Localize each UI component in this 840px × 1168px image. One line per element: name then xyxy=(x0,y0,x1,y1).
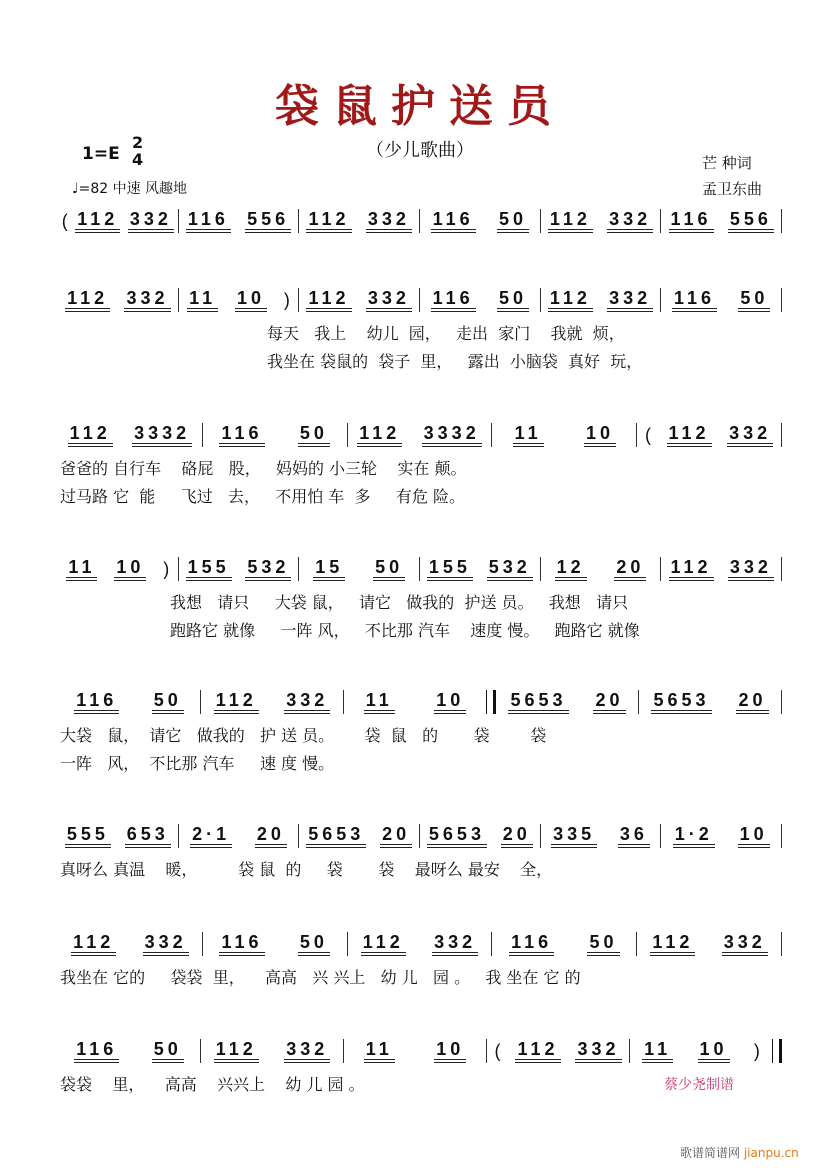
note-group: 332 xyxy=(143,932,189,956)
barline xyxy=(781,288,782,312)
watermark xyxy=(680,1144,799,1161)
notation-line xyxy=(58,689,782,715)
measure xyxy=(541,557,661,581)
note-group: 532 xyxy=(487,557,533,581)
measure xyxy=(179,288,299,312)
note-group: 116 xyxy=(219,423,264,447)
measure xyxy=(201,690,343,714)
measure xyxy=(492,932,636,956)
measure xyxy=(420,288,540,312)
note-group: 112 xyxy=(667,423,712,447)
note-group: 112 xyxy=(306,209,351,233)
note-group: 555 xyxy=(65,824,111,848)
measure xyxy=(58,932,202,956)
note-group: 112 xyxy=(650,932,695,956)
lyric-line: 我坐在 它的 袋袋 里， 高高 兴 兴上 幼 儿 园 。 我 坐在 它 的 xyxy=(60,968,581,987)
parenthesis: ) xyxy=(163,558,170,579)
note-group: 2·1 xyxy=(190,824,232,848)
note-group: 116 xyxy=(672,288,717,312)
note-group: 50 xyxy=(497,209,529,233)
note-group: 50 xyxy=(152,1039,184,1063)
measure xyxy=(203,932,347,956)
notation-line xyxy=(58,823,782,849)
repeat-barline xyxy=(486,690,496,714)
note-group: 50 xyxy=(298,932,330,956)
song-subtitle: （少儿歌曲） xyxy=(366,140,474,161)
parenthesis: ) xyxy=(283,289,290,310)
staff-system xyxy=(58,208,782,234)
note-group: 3332 xyxy=(422,423,482,447)
measure xyxy=(487,1039,629,1063)
measure xyxy=(201,1039,343,1063)
note-group: 335 xyxy=(551,824,597,848)
staff-system xyxy=(58,422,782,506)
note-group: 332 xyxy=(607,209,653,233)
note-group: 50 xyxy=(497,288,529,312)
note-group: 50 xyxy=(738,288,770,312)
parenthesis: ( xyxy=(61,210,68,231)
note-group: 50 xyxy=(587,932,619,956)
note-group: 116 xyxy=(509,932,554,956)
note-group: 10 xyxy=(235,288,267,312)
lyric-line: 跑路它 就像 一阵 风， 不比那 汽车 速度 慢。 跑路它 就像 xyxy=(170,621,640,640)
tempo-marking: ♩=82 中速 风趣地 xyxy=(72,181,188,197)
arranger-credit: 蔡少尧制谱 xyxy=(664,1077,734,1093)
note-group: 332 xyxy=(722,932,768,956)
note-group: 50 xyxy=(152,690,184,714)
barline xyxy=(781,423,782,447)
note-group: 10 xyxy=(434,690,466,714)
note-group: 116 xyxy=(431,209,476,233)
song-title: 袋鼠护送员 xyxy=(275,81,565,132)
notation-line xyxy=(58,208,782,234)
note-group: 112 xyxy=(548,288,593,312)
measure xyxy=(348,932,492,956)
measure xyxy=(639,690,781,714)
watermark-text: 歌谱简谱网 xyxy=(680,1146,741,1160)
measure xyxy=(299,288,419,312)
parenthesis: ) xyxy=(753,1040,760,1061)
measure xyxy=(58,690,200,714)
note-group: 112 xyxy=(71,932,116,956)
note-group: 332 xyxy=(124,288,170,312)
note-group: 20 xyxy=(380,824,412,848)
measure xyxy=(420,824,540,848)
lyric-line: 大袋 鼠， 请它 做我的 护 送 员。 袋 鼠 的 袋 袋 xyxy=(60,726,547,745)
measure xyxy=(58,1039,200,1063)
measure xyxy=(344,690,486,714)
measure xyxy=(299,824,419,848)
measure xyxy=(348,423,492,447)
note-group: 653 xyxy=(125,824,171,848)
note-group: 116 xyxy=(74,1039,119,1063)
note-group: 112 xyxy=(548,209,593,233)
note-group: 10 xyxy=(738,824,770,848)
note-group: 556 xyxy=(245,209,291,233)
note-group: 112 xyxy=(214,690,259,714)
staff-system xyxy=(58,823,782,879)
note-group: 332 xyxy=(366,209,412,233)
note-group: 5653 xyxy=(306,824,366,848)
note-group: 20 xyxy=(255,824,287,848)
note-group: 50 xyxy=(373,557,405,581)
note-group: 11 xyxy=(66,557,97,581)
note-group: 20 xyxy=(593,690,625,714)
notation-line xyxy=(58,422,782,448)
note-group: 332 xyxy=(128,209,174,233)
note-group: 332 xyxy=(284,1039,330,1063)
note-group: 20 xyxy=(614,557,646,581)
staff-system xyxy=(58,689,782,773)
watermark-site: jianpu.cn xyxy=(743,1146,799,1160)
measure xyxy=(58,209,178,233)
time-bottom: 4 xyxy=(132,150,144,169)
note-group: 112 xyxy=(306,288,351,312)
staff-system xyxy=(58,556,782,640)
barline xyxy=(781,209,782,233)
measure xyxy=(179,209,299,233)
note-group: 116 xyxy=(219,932,264,956)
lyric-line: 我想 请只 大袋 鼠， 请它 做我的 护送 员。 我想 请只 xyxy=(170,593,629,612)
parenthesis: ( xyxy=(644,424,651,445)
measure xyxy=(661,209,781,233)
note-group: 36 xyxy=(618,824,650,848)
composer: 孟卫东曲 xyxy=(702,180,763,198)
measure xyxy=(299,557,419,581)
measure xyxy=(630,1039,772,1063)
measure xyxy=(58,423,202,447)
measure xyxy=(541,824,661,848)
note-group: 112 xyxy=(65,288,110,312)
barline xyxy=(781,824,782,848)
note-group: 112 xyxy=(68,423,113,447)
measure xyxy=(58,288,178,312)
staff-system xyxy=(58,287,782,371)
note-group: 11 xyxy=(642,1039,673,1063)
measure xyxy=(420,557,540,581)
measure xyxy=(541,209,661,233)
lyric-line: 真呀么 真温 暖， 袋 鼠 的 袋 袋 最呀么 最安 全， xyxy=(60,860,553,879)
note-group: 10 xyxy=(434,1039,466,1063)
barline xyxy=(781,557,782,581)
measure xyxy=(344,1039,486,1063)
measure xyxy=(637,932,781,956)
lyric-line: 一阵 风， 不比那 汽车 速 度 慢。 xyxy=(60,754,335,773)
lyric-line: 我坐在 袋鼠的 袋子 里， 露出 小脑袋 真好 玩， xyxy=(267,352,643,371)
note-group: 532 xyxy=(245,557,291,581)
note-group: 12 xyxy=(555,557,587,581)
note-group: 155 xyxy=(186,557,232,581)
note-group: 116 xyxy=(186,209,231,233)
note-group: 112 xyxy=(669,557,714,581)
notation-line xyxy=(58,556,782,582)
lyric-line: 爸爸的 自行车 硌屁 股， 妈妈的 小三轮 实在 颠。 xyxy=(60,459,467,478)
measure xyxy=(492,423,636,447)
measure xyxy=(661,288,781,312)
credits xyxy=(702,150,762,202)
measure xyxy=(661,557,781,581)
note-group: 332 xyxy=(728,557,774,581)
note-group: 332 xyxy=(366,288,412,312)
measure xyxy=(203,423,347,447)
note-group: 332 xyxy=(432,932,478,956)
note-group: 1·2 xyxy=(673,824,715,848)
note-group: 112 xyxy=(361,932,406,956)
notation-line xyxy=(58,931,782,957)
note-group: 20 xyxy=(501,824,533,848)
note-group: 5653 xyxy=(508,690,568,714)
barline xyxy=(781,932,782,956)
note-group: 11 xyxy=(364,690,395,714)
notation-line xyxy=(58,1038,782,1064)
measure xyxy=(58,824,178,848)
time-top: 2 xyxy=(132,133,144,152)
measure xyxy=(179,824,299,848)
key-signature: 1=E xyxy=(82,144,120,164)
note-group: 155 xyxy=(427,557,473,581)
note-group: 116 xyxy=(669,209,714,233)
lyricist: 芒 种词 xyxy=(702,154,752,172)
note-group: 5653 xyxy=(427,824,487,848)
measure xyxy=(179,557,299,581)
measure xyxy=(661,824,781,848)
note-group: 332 xyxy=(575,1039,621,1063)
note-group: 116 xyxy=(74,690,119,714)
note-group: 112 xyxy=(214,1039,259,1063)
note-group: 332 xyxy=(284,690,330,714)
note-group: 20 xyxy=(736,690,768,714)
note-group: 112 xyxy=(357,423,402,447)
measure xyxy=(58,557,178,581)
note-group: 11 xyxy=(187,288,218,312)
note-group: 15 xyxy=(313,557,345,581)
note-group: 332 xyxy=(607,288,653,312)
notation-line xyxy=(58,287,782,313)
note-group: 556 xyxy=(728,209,774,233)
note-group: 10 xyxy=(114,557,146,581)
note-group: 112 xyxy=(515,1039,560,1063)
measure xyxy=(299,209,419,233)
note-group: 3332 xyxy=(132,423,192,447)
note-group: 11 xyxy=(364,1039,395,1063)
note-group: 332 xyxy=(727,423,773,447)
note-group: 112 xyxy=(75,209,120,233)
lyric-line: 袋袋 里， 高高 兴兴上 幼 儿 园 。 xyxy=(60,1075,365,1094)
note-group: 50 xyxy=(298,423,330,447)
measure xyxy=(496,690,638,714)
note-group: 11 xyxy=(513,423,544,447)
repeat-barline xyxy=(772,1039,782,1063)
measure xyxy=(541,288,661,312)
time-signature xyxy=(132,134,143,168)
staff-system xyxy=(58,931,782,987)
note-group: 5653 xyxy=(651,690,711,714)
parenthesis: ( xyxy=(494,1040,501,1061)
barline xyxy=(781,690,782,714)
measure xyxy=(637,423,781,447)
note-group: 10 xyxy=(584,423,616,447)
lyric-line: 过马路 它 能 飞过 去， 不用怕 车 多 有危 险。 xyxy=(60,487,465,506)
note-group: 10 xyxy=(698,1039,730,1063)
measure xyxy=(420,209,540,233)
lyric-line: 每天 我上 幼儿 园， 走出 家门 我就 烦， xyxy=(267,324,625,343)
note-group: 116 xyxy=(431,288,476,312)
